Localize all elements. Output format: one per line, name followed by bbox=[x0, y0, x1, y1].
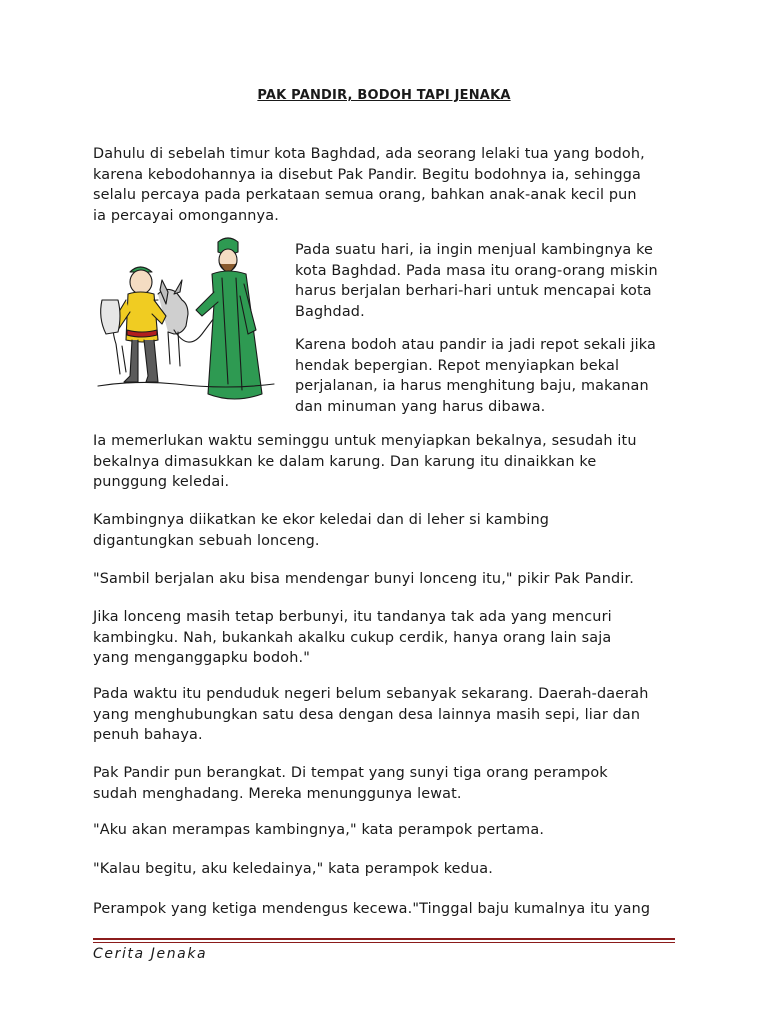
footer-label: Cerita Jenaka bbox=[93, 946, 208, 962]
text-line: perjalanan, ia harus menghitung baju, makanan bbox=[295, 378, 649, 394]
pak-pandir-illustration bbox=[96, 234, 276, 406]
footer-rule-top bbox=[93, 938, 675, 940]
paragraph-4 bbox=[93, 431, 678, 493]
text-line: kota Baghdad. Pada masa itu orang-orang miskin bbox=[295, 262, 658, 279]
text-line: selalu percaya pada perkataan semua orang, bahkan anak-anak kecil pun bbox=[93, 187, 637, 203]
text-line: yang menganggapku bodoh." bbox=[93, 650, 310, 666]
text-line: dan minuman yang harus dibawa. bbox=[295, 398, 546, 415]
text-line: harus berjalan berhari-hari untuk mencapai kota bbox=[295, 283, 652, 299]
paragraph-5 bbox=[93, 510, 678, 551]
text-line: karena kebodohannya ia disebut Pak Pandir. Begitu bodohnya ia, sehingga bbox=[93, 166, 641, 183]
paragraph-7 bbox=[93, 607, 678, 669]
text-line: Dahulu di sebelah timur kota Baghdad, ada seorang lelaki tua yang bodoh, bbox=[93, 146, 645, 162]
paragraph-12 bbox=[93, 899, 678, 920]
paragraph-3 bbox=[295, 335, 685, 417]
text-line: "Sambil berjalan aku bisa mendengar bunyi lonceng itu," pikir Pak Pandir. bbox=[93, 571, 634, 587]
text-line: Kambingnya diikatkan ke ekor keledai dan di leher si kambing bbox=[93, 512, 550, 528]
text-line: bekalnya dimasukkan ke dalam karung. Dan karung itu dinaikkan ke bbox=[93, 453, 597, 470]
text-line: punggung keledai. bbox=[93, 474, 230, 490]
paragraph-2 bbox=[295, 240, 685, 322]
text-line: Baghdad. bbox=[295, 303, 365, 320]
text-line: penuh bahaya. bbox=[93, 727, 203, 743]
text-line: ia percayai omongannya. bbox=[93, 207, 279, 224]
paragraph-10 bbox=[93, 820, 678, 841]
text-line: sudah menghadang. Mereka menunggunya lewat. bbox=[93, 785, 462, 802]
page-title: PAK PANDIR, BODOH TAPI JENAKA bbox=[257, 88, 511, 103]
text-line: "Aku akan merampas kambingnya," kata perampok pertama. bbox=[93, 822, 545, 838]
text-line: kambingku. Nah, bukankah akalku cukup cerdik, hanya orang lain saja bbox=[93, 629, 612, 646]
text-line: yang menghubungkan satu desa dengan desa lainnya masih sepi, liar dan bbox=[93, 706, 641, 723]
footer-rule-bottom bbox=[93, 942, 675, 943]
text-line: Pak Pandir pun berangkat. Di tempat yang sunyi tiga orang perampok bbox=[93, 765, 608, 781]
text-line: Pada waktu itu penduduk negeri belum sebanyak sekarang. Daerah-daerah bbox=[93, 686, 649, 702]
paragraph-9 bbox=[93, 763, 678, 804]
paragraph-6 bbox=[93, 569, 678, 590]
text-line: Pada suatu hari, ia ingin menjual kambingnya ke bbox=[295, 242, 654, 258]
text-line: hendak bepergian. Repot menyiapkan bekal bbox=[295, 357, 620, 374]
paragraph-1 bbox=[93, 144, 678, 226]
paragraph-8 bbox=[93, 684, 678, 746]
text-line: Jika lonceng masih tetap berbunyi, itu tandanya tak ada yang mencuri bbox=[93, 609, 612, 625]
paragraph-11 bbox=[93, 859, 678, 880]
text-line: digantungkan sebuah lonceng. bbox=[93, 532, 320, 549]
text-line: Ia memerlukan waktu seminggu untuk menyiapkan bekalnya, sesudah itu bbox=[93, 433, 637, 449]
text-line: Karena bodoh atau pandir ia jadi repot sekali jika bbox=[295, 337, 656, 353]
text-line: "Kalau begitu, aku keledainya," kata perampok kedua. bbox=[93, 861, 493, 877]
text-line: Perampok yang ketiga mendengus kecewa."Tinggal baju kumalnya itu yang bbox=[93, 901, 651, 917]
